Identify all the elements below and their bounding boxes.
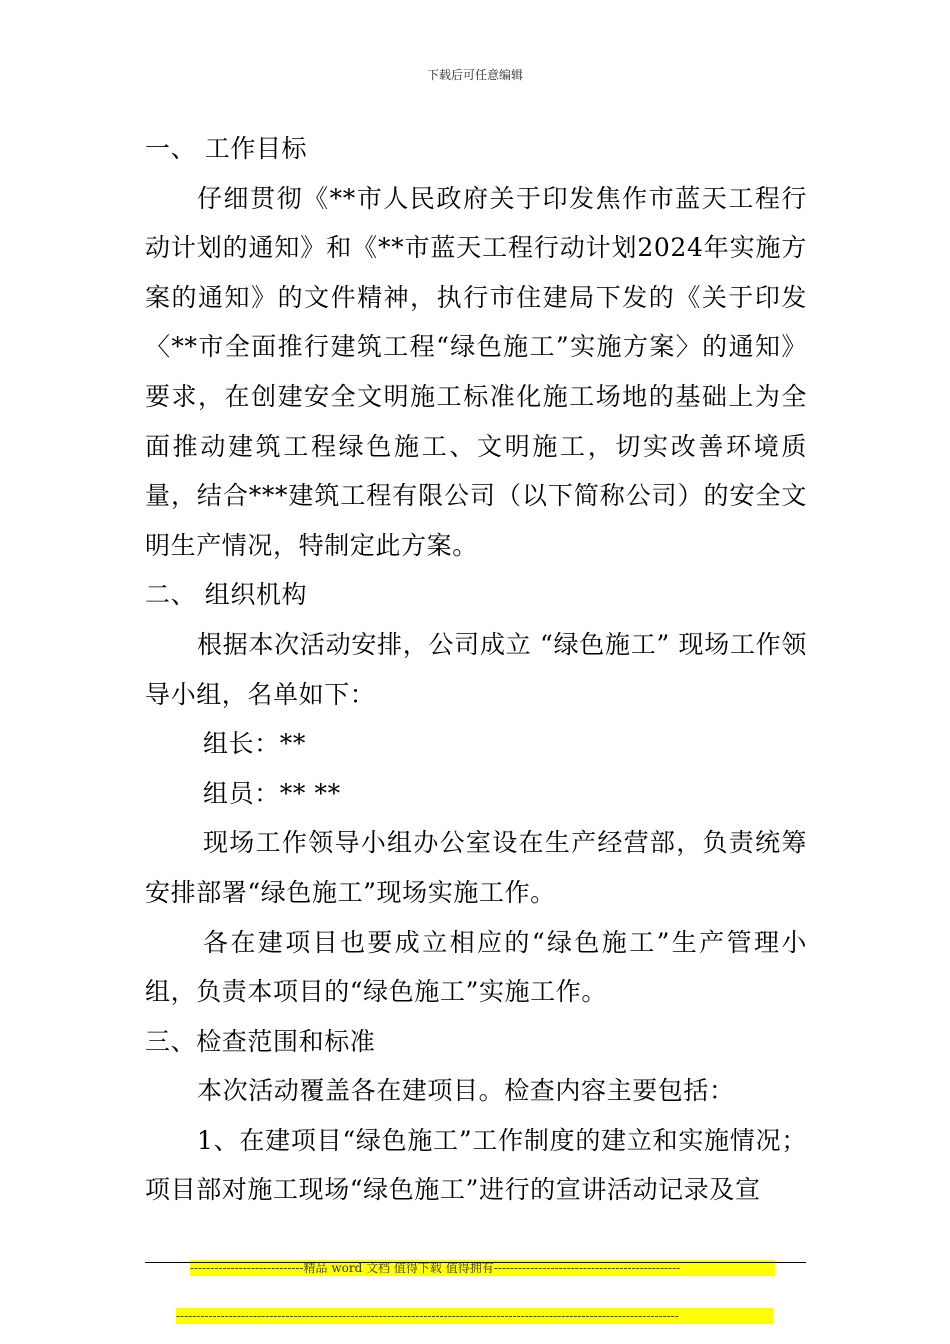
paragraph-scope-item-1: 1、在建项目“绿色施工”工作制度的建立和实施情况；项目部对施工现场“绿色施工”进行的宣讲活动记录及宣 bbox=[145, 1125, 807, 1205]
section-heading-scope: 三、检查范围和标准 bbox=[145, 1026, 376, 1056]
section-heading-organization: 二、 组织机构 bbox=[145, 580, 308, 610]
section-heading-goals: 一、 工作目标 bbox=[145, 134, 308, 163]
paragraph-organization-intro: 根据本次活动安排，公司成立 “绿色施工” 现场工作领导小组，名单如下： bbox=[145, 629, 807, 709]
paragraph-group-leader: 组长：** bbox=[203, 729, 307, 759]
paragraph-scope-intro: 本次活动覆盖各在建项目。检查内容主要包括： bbox=[197, 1076, 735, 1106]
footer-divider bbox=[145, 1262, 806, 1263]
page-header-note: 下载后可任意编辑 bbox=[426, 68, 523, 82]
footer-banner-line-2: ---------------------------------------------------------------------------------------------------------------------------- bbox=[176, 1308, 774, 1324]
paragraph-goals: 仔细贯彻《**市人民政府关于印发焦作市蓝天工程行动计划的通知》和《**市蓝天工程行动计划2024年实施方案的通知》的文件精神，执行市住建局下发的《关于印发〈**市全面推行建筑工程“绿色施工”实施方案〉的通知》要求，在创建安全文明施工标准化施工场地的基础上为全面推动建筑工程绿色施工、文明施工，切实改善环境质量，结合***建筑工程有限公司（以下简称公司）的安全文明生产情况，特制定此方案。 bbox=[145, 183, 807, 560]
footer-banner-line-1: ----------------------------精品 word 文档 值得下载 值得拥有---------------------------------------------- bbox=[190, 1260, 775, 1276]
paragraph-office-location: 现场工作领导小组办公室设在生产经营部，负责统筹安排部署“绿色施工”现场实施工作。 bbox=[145, 828, 807, 907]
footer-banner bbox=[176, 1228, 776, 1340]
paragraph-group-members: 组员：** ** bbox=[203, 778, 341, 808]
paragraph-project-groups: 各在建项目也要成立相应的“绿色施工”生产管理小组，负责本项目的“绿色施工”实施工作。 bbox=[145, 927, 807, 1007]
document-body bbox=[145, 124, 807, 1215]
